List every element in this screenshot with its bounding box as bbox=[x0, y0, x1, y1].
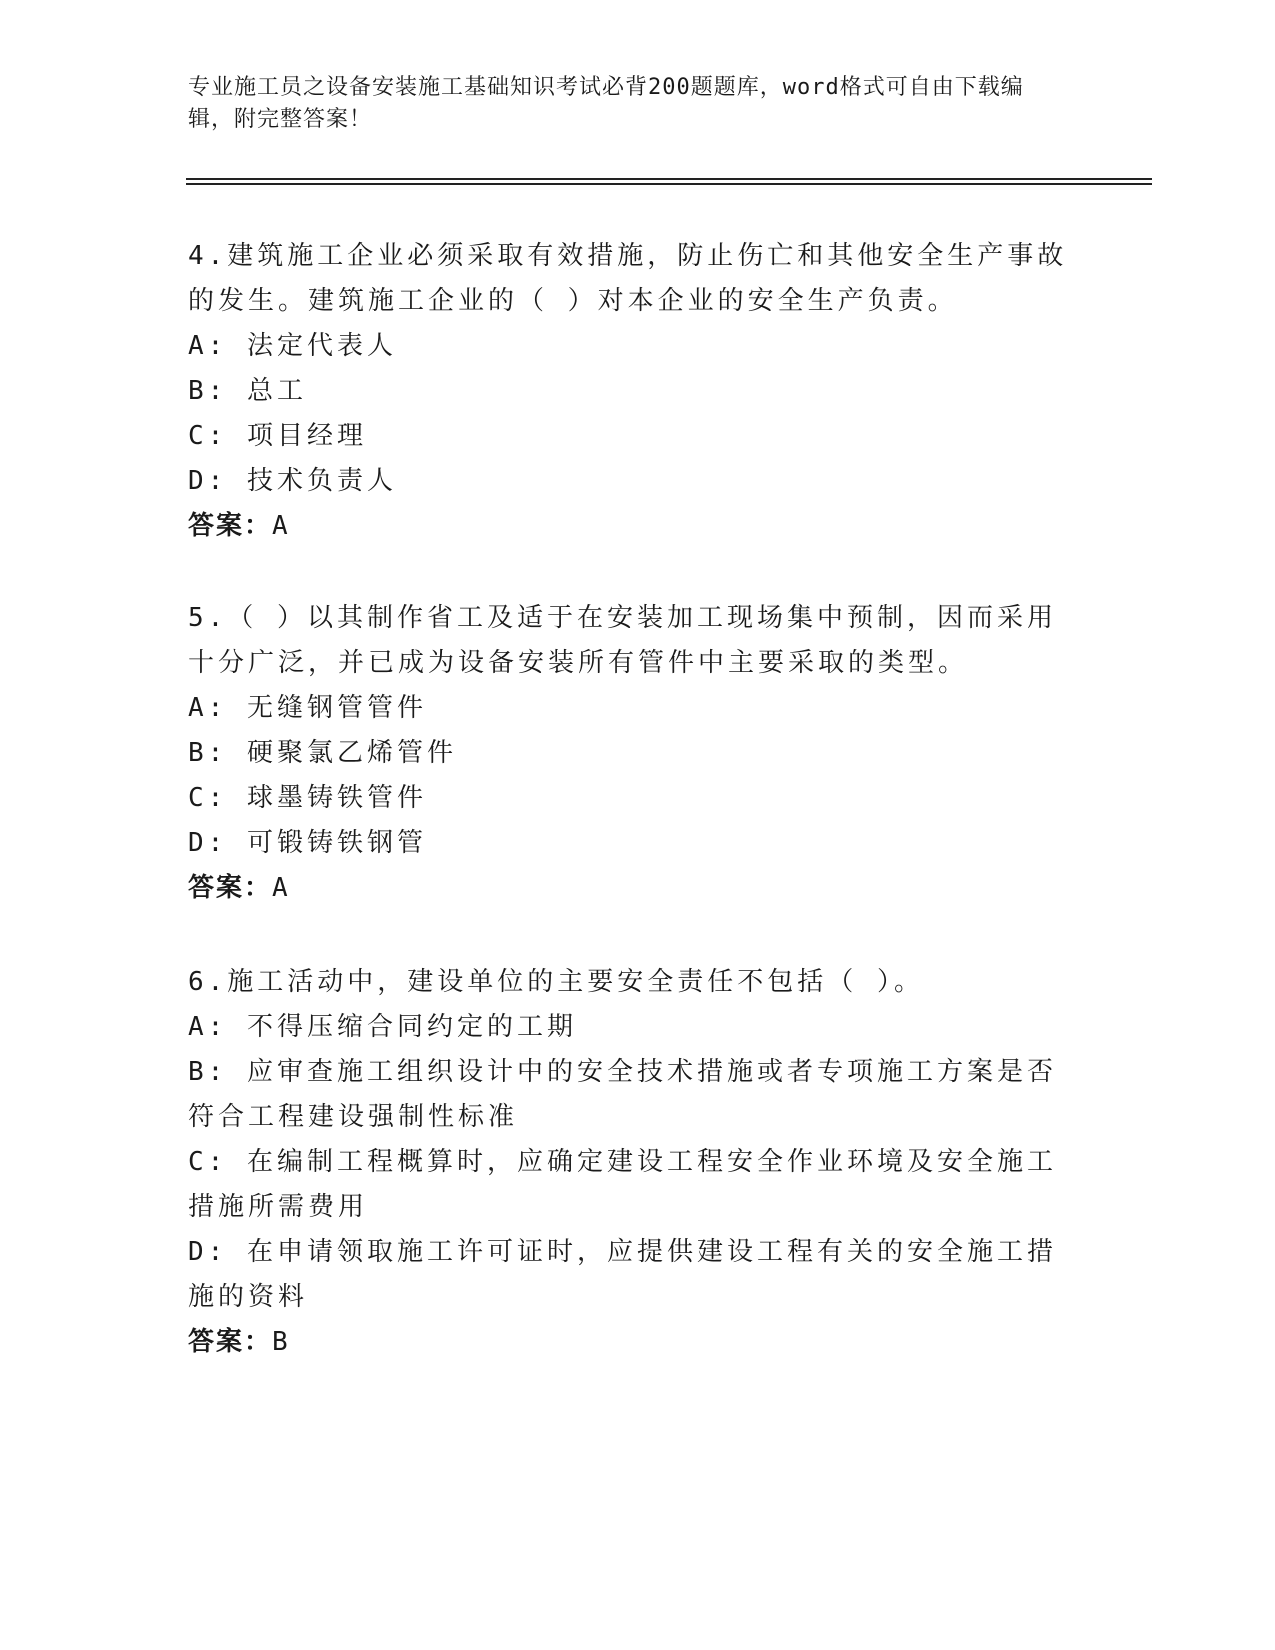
answer-label: 答案： bbox=[188, 873, 273, 903]
option-a: A: 无缝钢管管件 bbox=[188, 693, 427, 723]
question-6 bbox=[188, 960, 1078, 1365]
header-divider-bottom bbox=[186, 183, 1152, 185]
answer-label: 答案： bbox=[188, 511, 273, 541]
question-5 bbox=[188, 596, 1078, 911]
option-d: D: 可锻铸铁钢管 bbox=[188, 828, 427, 858]
answer-line bbox=[188, 1320, 1078, 1365]
option-b: B: 总工 bbox=[188, 376, 307, 406]
option-d: D: 在申请领取施工许可证时，应提供建设工程有关的安全施工措施的资料 bbox=[188, 1237, 1057, 1312]
option-b: B: 应审查施工组织设计中的安全技术措施或者专项施工方案是否符合工程建设强制性标准 bbox=[188, 1057, 1057, 1132]
header-divider-top bbox=[186, 178, 1152, 180]
answer-line bbox=[188, 866, 1078, 911]
document-header bbox=[188, 72, 1068, 136]
answer-line bbox=[188, 504, 1078, 549]
question-4 bbox=[188, 234, 1078, 549]
question-stem: 5.（ ）以其制作省工及适于在安装加工现场集中预制，因而采用十分广泛，并已成为设备安装所有管件中主要采取的类型。 bbox=[188, 603, 1057, 678]
answer-value: B bbox=[272, 1327, 290, 1357]
option-a: A: 法定代表人 bbox=[188, 331, 397, 361]
answer-label: 答案： bbox=[188, 1327, 273, 1357]
option-a: A: 不得压缩合同约定的工期 bbox=[188, 1012, 577, 1042]
answer-value: A bbox=[272, 511, 290, 541]
question-stem: 4.建筑施工企业必须采取有效措施，防止伤亡和其他安全生产事故的发生。建筑施工企业的（ ）对本企业的安全生产负责。 bbox=[188, 241, 1068, 316]
header-title: 专业施工员之设备安装施工基础知识考试必背200题题库，word格式可自由下载编辑，附完整答案！ bbox=[188, 75, 1024, 132]
question-stem: 6.施工活动中，建设单位的主要安全责任不包括（ ）。 bbox=[188, 967, 924, 997]
option-d: D: 技术负责人 bbox=[188, 466, 397, 496]
option-c: C: 在编制工程概算时，应确定建设工程安全作业环境及安全施工措施所需费用 bbox=[188, 1147, 1057, 1222]
option-b: B: 硬聚氯乙烯管件 bbox=[188, 738, 457, 768]
option-c: C: 球墨铸铁管件 bbox=[188, 783, 427, 813]
answer-value: A bbox=[272, 873, 290, 903]
option-c: C: 项目经理 bbox=[188, 421, 367, 451]
